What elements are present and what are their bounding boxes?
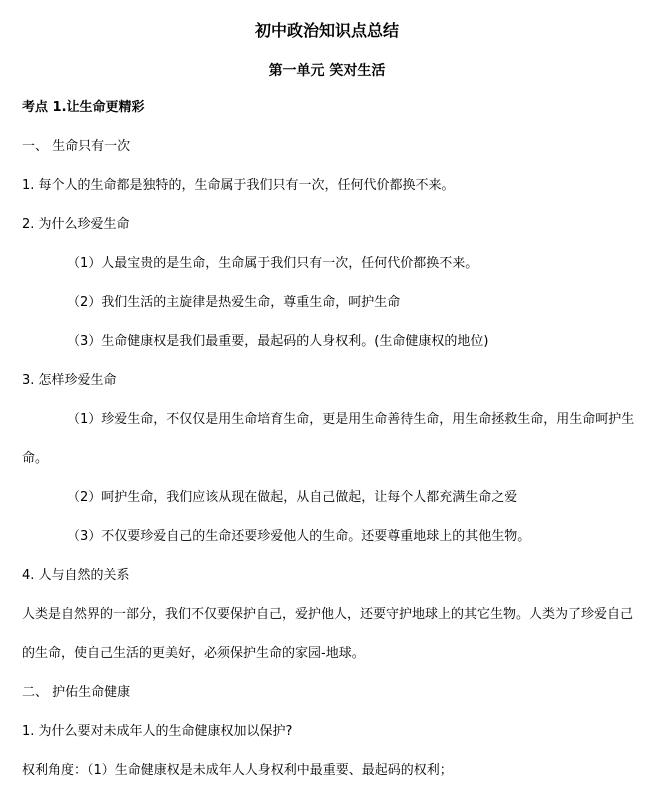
list-item: （3）生命健康权是我们最重要，最起码的人身权利。(生命健康权的地位)	[67, 334, 489, 349]
subheading-question: 1. 为什么要对未成年人的生命健康权加以保护?	[22, 724, 293, 739]
paragraph-point-1: 1. 每个人的生命都是独特的，生命属于我们只有一次，任何代价都换不来。	[22, 178, 455, 193]
subheading-point-2: 2. 为什么珍爱生命	[22, 217, 130, 232]
list-item: （2）我们生活的主旋律是热爱生命，尊重生命，呵护生命	[67, 295, 401, 310]
list-item: （1）人最宝贵的是生命，生命属于我们只有一次，任何代价都换不来。	[67, 256, 479, 271]
list-item: （1）珍爱生命，不仅仅是用生命培育生命，更是用生命善待生命，用生命拯救生命，用生命呵护生	[67, 412, 635, 427]
list-item: （3）不仅要珍爱自己的生命还要珍爱他人的生命。还要尊重地球上的其他生物。	[67, 529, 531, 544]
document-title: 初中政治知识点总结	[254, 21, 399, 40]
topic-heading: 考点 1.让生命更精彩	[22, 100, 145, 115]
paragraph-line: 的生命，使自己生活的更美好，必须保护生命的家园-地球。	[22, 646, 365, 661]
list-item: （2）呵护生命，我们应该从现在做起，从自己做起，让每个人都充满生命之爱	[67, 490, 518, 505]
section-heading-2: 二、 护佑生命健康	[22, 685, 131, 700]
list-item-continuation: 命。	[22, 451, 49, 466]
section-heading-1: 一、 生命只有一次	[22, 139, 131, 154]
paragraph-line: 权利角度：（1）生命健康权是未成年人人身权利中最重要、最起码的权利；	[22, 763, 453, 778]
subheading-point-4: 4. 人与自然的关系	[22, 568, 130, 583]
subheading-point-3: 3. 怎样珍爱生命	[22, 373, 117, 388]
paragraph-line: 人类是自然界的一部分，我们不仅要保护自己，爱护他人，还要守护地球上的其它生物。人类为了珍爱自己	[22, 607, 634, 622]
unit-title: 第一单元 笑对生活	[268, 63, 386, 79]
